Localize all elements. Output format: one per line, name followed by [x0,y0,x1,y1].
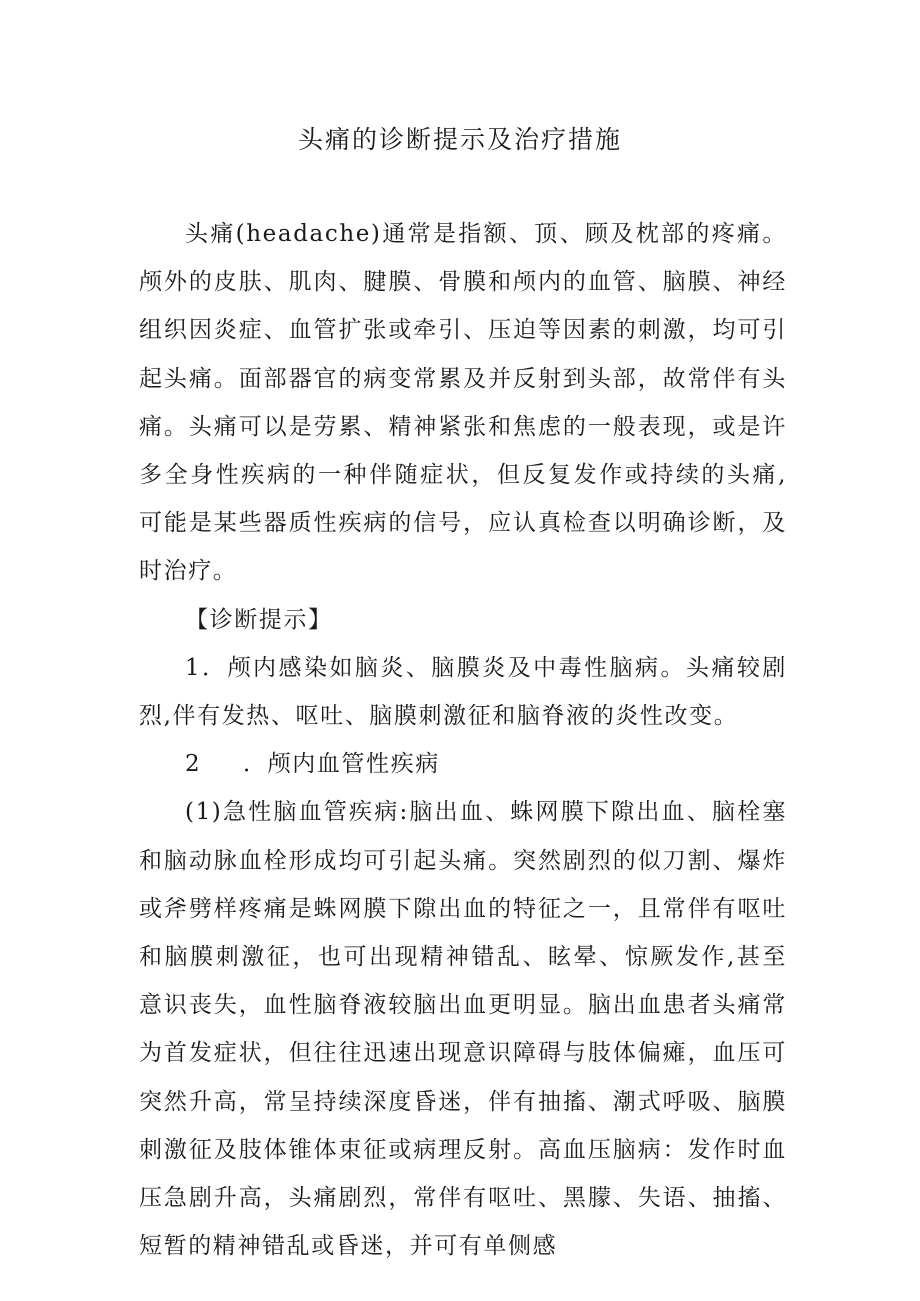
section-heading-diagnosis: 【诊断提示】 [185,606,333,633]
intro-paragraph: 头痛(headache)通常是指额、顶、顾及枕部的疼痛。颅外的皮肤、肌肉、腱膜、骨膜和颅内的血管、脑膜、神经组织因炎症、血管扩张或牵引、压迫等因素的刺激，均可引起头痛。面部器官的病变常累及并反射到头部，故常伴有头痛。头痛可以是劳累、精神紧张和焦虑的一般表现，或是许多全身性疾病的一种伴随症状，但反复发作或持续的头痛,可能是某些器质性疾病的信号，应认真检查以明确诊断，及时治疗。 [139,221,787,585]
diagnosis-item-2-text: ．颅内血管性疾病 [243,751,440,778]
diagnosis-item-2-sub-1: (1)急性脑血管疾病:脑出血、蛛网膜下隙出血、脑栓塞和脑动脉血栓形成均可引起头痛。突然剧烈的似刀割、爆炸或斧劈样疼痛是蛛网膜下隙出血的特征之一，且常伴有呕吐和脑膜刺激征，也可出现精神错乱、眩晕、惊厥发作,甚至意识丧失，血性脑脊液较脑出血更明显。脑出血患者头痛常为首发症状，但往往迅速出现意识障碍与肢体偏瘫，血压可突然升高，常呈持续深度昏迷，伴有抽搐、潮式呼吸、脑膜刺激征及肢体锥体束征或病理反射。高血压脑病：发作时血压急剧升高，头痛剧烈，常伴有呕吐、黑朦、失语、抽搐、短暂的精神错乱或昏迷，并可有单侧感 [139,799,787,1260]
diagnosis-item-2 [139,740,787,788]
document-body [139,210,787,1270]
diagnosis-item-2-number: 2 [185,751,202,778]
document-title: 头痛的诊断提示及治疗措施 [297,125,622,154]
diagnosis-item-1: 1．颅内感染如脑炎、脑膜炎及中毒性脑病。头痛较剧烈,伴有发热、呕吐、脑膜刺激征和脑脊液的炎性改变。 [139,654,787,730]
